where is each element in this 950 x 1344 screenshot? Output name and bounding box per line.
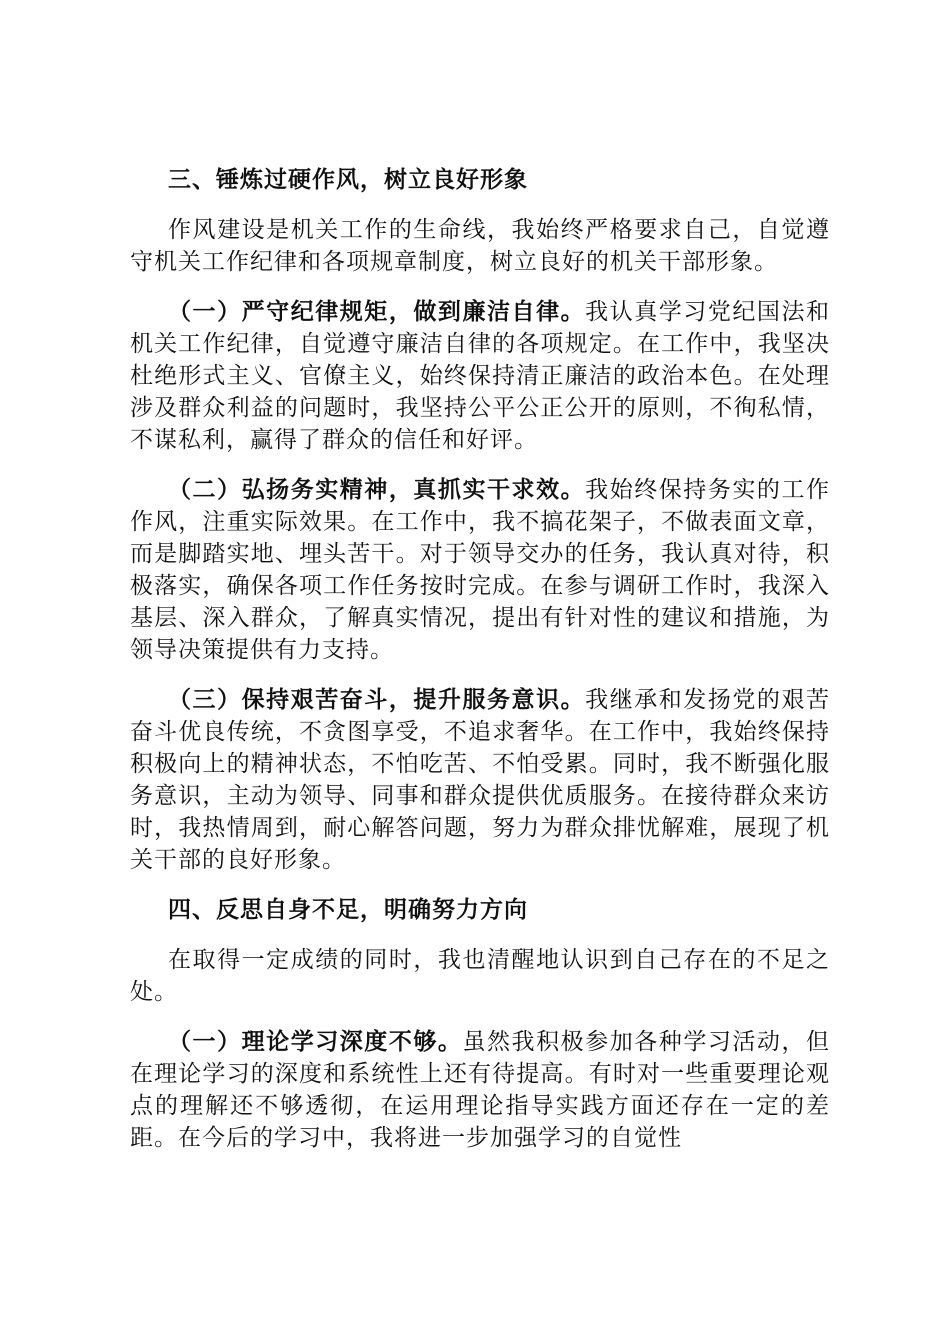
paragraph-body: 我始终保持务实的工作作风，注重实际效果。在工作中，我不搞花架子，不做表面文章，而是脚踏实地、埋头苦干。对于领导交办的任务，我认真对待，积极落实，确保各项工作任务按时完成。在参与调研工作时，我深入基层、深入群众，了解真实情况，提出有针对性的建议和措施，为领导决策提供有力支持。 xyxy=(130,477,831,663)
paragraph-theory-study xyxy=(130,1026,830,1154)
paragraph-body: 我继承和发扬党的艰苦奋斗优良传统，不贪图享受，不追求奢华。在工作中，我始终保持积极向上的精神状态，不怕吃苦、不怕受累。同时，我不断强化服务意识，主动为领导、同事和群众提供优质服务。在接待群众来访时，我热情周到，耐心解答问题，努力为群众排忧解难，展现了机关干部的良好形象。 xyxy=(130,687,831,873)
paragraph-intro-4 xyxy=(130,944,830,1008)
paragraph-lead: （二）弘扬务实精神，真抓实干求效。 xyxy=(168,477,586,503)
paragraph-pragmatism xyxy=(130,474,830,666)
paragraph-discipline xyxy=(130,296,830,456)
paragraph-lead: （三）保持艰苦奋斗，提升服务意识。 xyxy=(168,687,586,713)
paragraph-service xyxy=(130,684,830,876)
section-heading-4: 四、反思自身不足，明确努力方向 xyxy=(168,897,528,923)
section-heading-3: 三、锤炼过硬作风，树立良好形象 xyxy=(168,167,528,193)
paragraph-body: 在取得一定成绩的同时，我也清醒地认识到自己存在的不足之处。 xyxy=(130,947,830,1005)
paragraph-intro-3 xyxy=(130,214,830,278)
paragraph-body: 虽然我积极参加各种学习活动，但在理论学习的深度和系统性上还有待提高。有时对一些重要理论观点的理解还不够透彻，在运用理论指导实践方面还存在一定的差距。在今后的学习中，我将进一步加强学习的自觉性 xyxy=(130,1029,831,1151)
paragraph-lead: （一）理论学习深度不够。 xyxy=(168,1029,463,1055)
paragraph-body: 作风建设是机关工作的生命线，我始终严格要求自己，自觉遵守机关工作纪律和各项规章制度，树立良好的机关干部形象。 xyxy=(130,217,830,275)
paragraph-body: 我认真学习党纪国法和机关工作纪律，自觉遵守廉洁自律的各项规定。在工作中，我坚决杜绝形式主义、官僚主义，始终保持清正廉洁的政治本色。在处理涉及群众利益的问题时，我坚持公平公正公开的原则，不徇私情，不谋私利，赢得了群众的信任和好评。 xyxy=(130,299,831,453)
paragraph-lead: （一）严守纪律规矩，做到廉洁自律。 xyxy=(168,299,586,325)
document-page xyxy=(130,164,830,1172)
